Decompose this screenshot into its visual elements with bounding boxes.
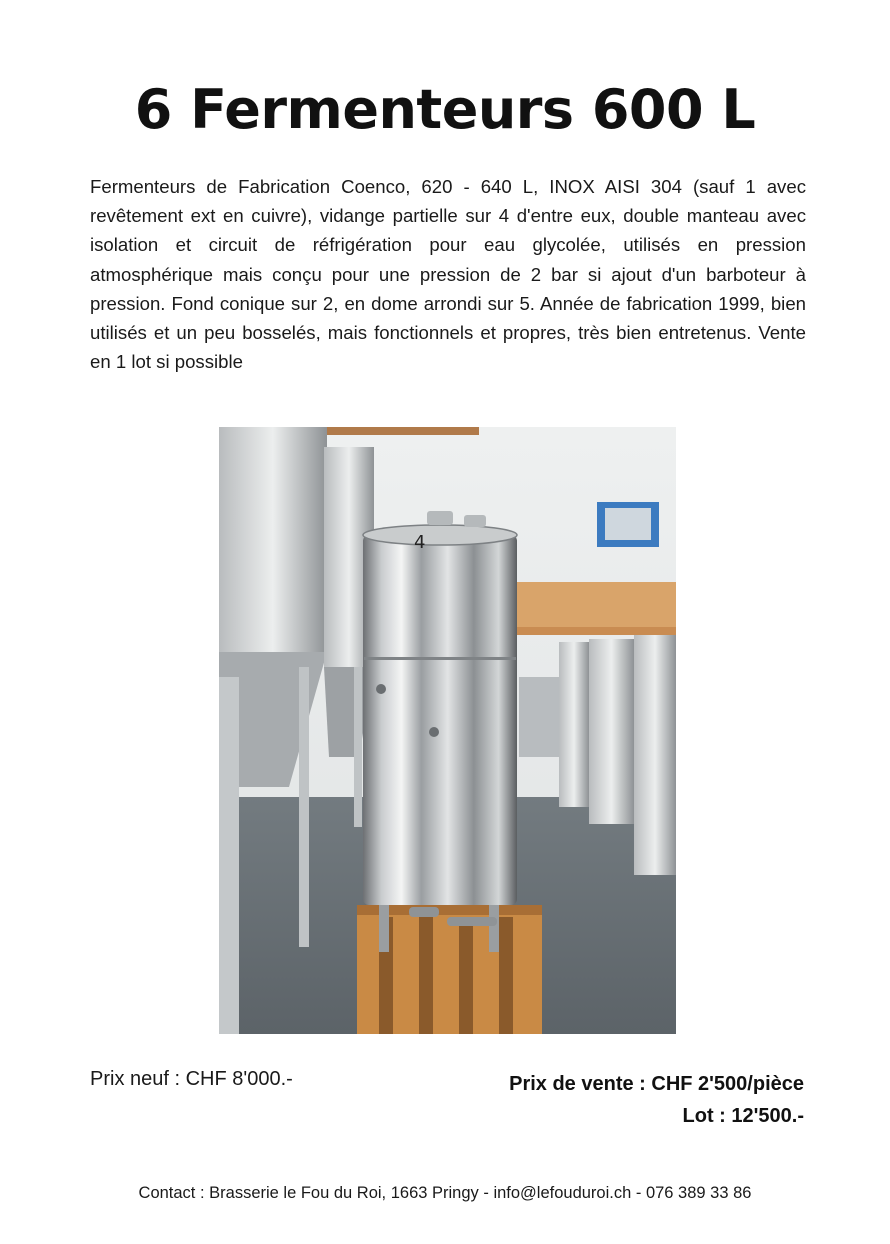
contact-line: Contact : Brasserie le Fou du Roi, 1663 Pringy - info@lefouduroi.ch - 076 389 33 86: [138, 1184, 752, 1202]
sale-price: Prix de vente : CHF 2'500/pièce: [509, 1073, 804, 1095]
tank-number: 4: [414, 532, 426, 553]
product-photo: [219, 427, 676, 1034]
page-title: 6 Fermenteurs 600 L: [134, 78, 756, 141]
product-description: Fermenteurs de Fabrication Coenco, 620 - 640 L, INOX AISI 304 (sauf 1 avec revêtement ext en cuivre), vidange partielle sur 4 d'entre eux, double manteau avec isolation et circuit de réfrigération pour eau glycolée, utilisés en pression atmosphérique mais conçu pour une pression de 2 bar si ajout d'un barboteur à pression. Fond conique sur 2, en dome arrondi sur 5. Année de fabrication 1999, bien utilisés et un peu bosselés, mais fonctionnels et propres, très bien entretenus. Vente en 1 lot si possible: [90, 176, 806, 373]
lot-price: Lot : 12'500.-: [682, 1105, 804, 1127]
new-price: Prix neuf : CHF 8'000.-: [90, 1068, 293, 1090]
sale-price-block: [509, 1068, 804, 1132]
